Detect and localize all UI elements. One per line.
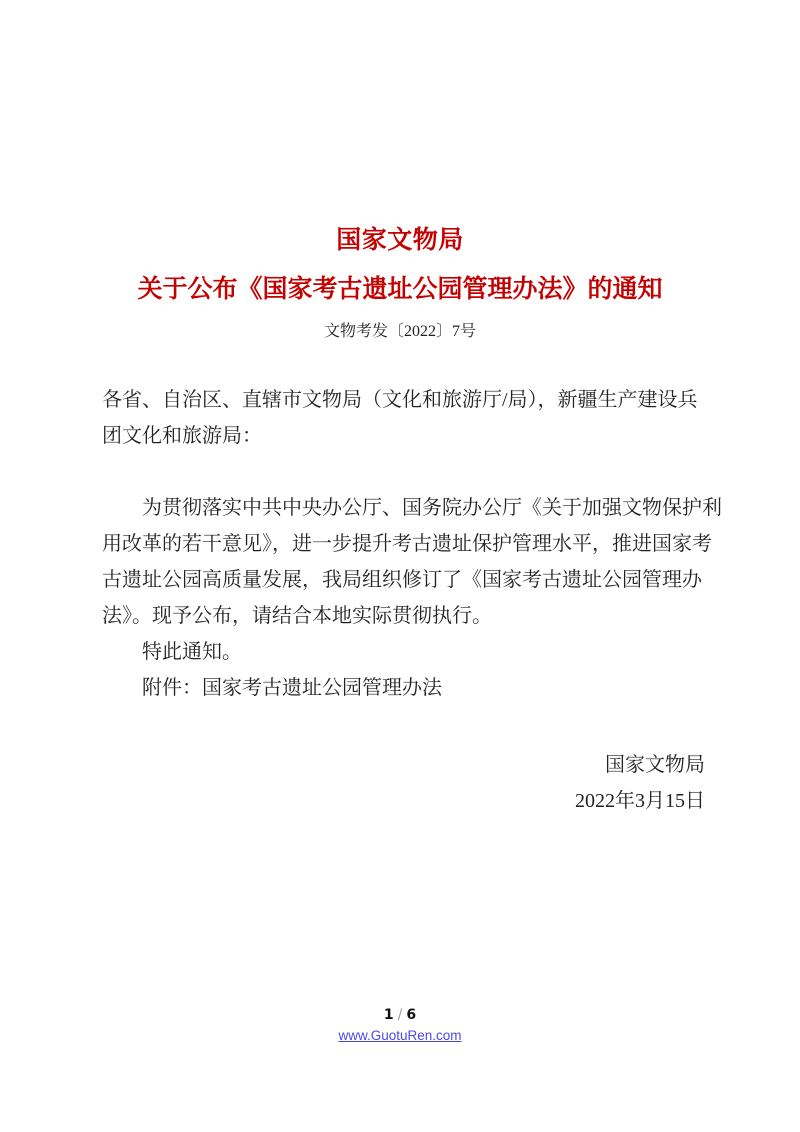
salutation-line-1: 各省、自治区、直辖市文物局（文化和旅游厅/局），新疆生产建设兵 [102, 389, 698, 411]
signature-block [575, 747, 705, 819]
paragraph-line-4: 法》。现予公布，请结合本地实际贯彻执行。 [102, 605, 492, 627]
salutation-block [102, 382, 700, 454]
document-number: 文物考发〔2022〕7号 [323, 323, 476, 340]
page-number [0, 1005, 800, 1025]
current-page-number: 1 [383, 1007, 394, 1023]
page-footer [0, 1005, 800, 1045]
document-title: 国家文物局 [336, 226, 464, 254]
document-subtitle: 关于公布《国家考古遗址公园管理办法》的通知 [137, 275, 663, 303]
body-paragraph [102, 490, 722, 706]
salutation-line-2: 团文化和旅游局： [102, 425, 262, 447]
notice-line: 特此通知。 [142, 641, 242, 663]
signature-org: 国家文物局 [605, 754, 705, 776]
page-number-separator: / [397, 1007, 403, 1023]
footer-website-link[interactable]: www.GuotuRen.com [338, 1028, 462, 1043]
attachment-line: 附件：国家考古遗址公园管理办法 [142, 677, 442, 699]
paragraph-line-2: 用改革的若干意见》，进一步提升考古遗址保护管理水平，推进国家考 [102, 533, 712, 555]
signature-date: 2022年3月15日 [575, 790, 705, 812]
paragraph-line-3: 古遗址公园高质量发展，我局组织修订了《国家考古遗址公园管理办 [102, 569, 702, 591]
paragraph-line-1: 为贯彻落实中共中央办公厅、国务院办公厅《关于加强文物保护利 [142, 497, 722, 519]
total-page-count: 6 [406, 1007, 417, 1023]
